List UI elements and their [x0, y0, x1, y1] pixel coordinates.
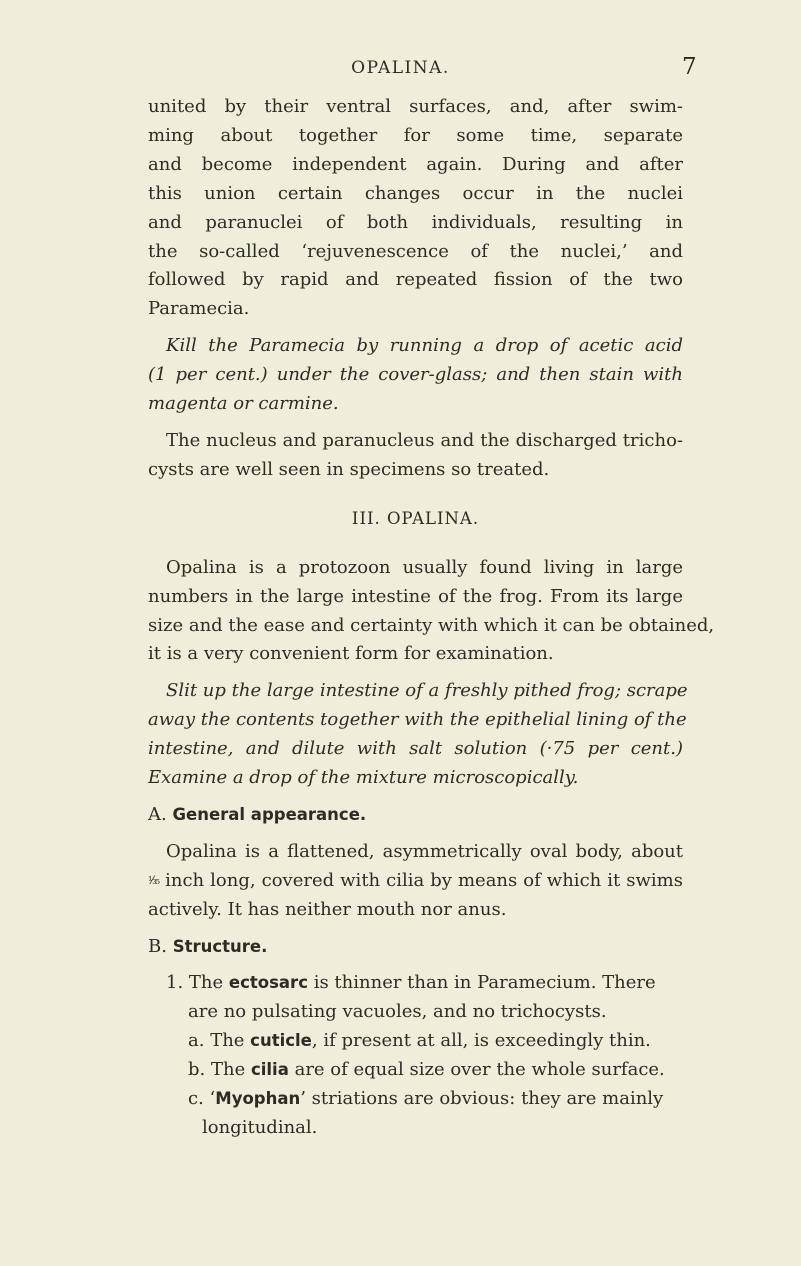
text-line: Opalina is a flattened, asymmetrically oval body, about — [166, 840, 683, 862]
text-line: the so-called ‘rejuvenescence of the nuclei,’ and — [148, 240, 683, 262]
text-line: size and the ease and certainty with which it can be obtained, — [148, 614, 715, 636]
text-line: united by their ventral surfaces, and, after swim- — [148, 96, 683, 117]
text-line: magenta or carmine. — [148, 393, 339, 415]
list-item-1: 1. The ectosarc is thinner than in Paramecium. There — [166, 972, 656, 994]
text-line: ming about together for some time, separate — [148, 124, 683, 146]
text-line: away the contents together with the epithelial lining of the — [148, 709, 687, 731]
text-line: Examine a drop of the mixture microscopically. — [148, 767, 579, 789]
text-line: longitudinal. — [202, 1117, 318, 1138]
text-line: and paranuclei of both individuals, resulting in — [148, 211, 683, 233]
text-line: (1 per cent.) under the cover-glass; and then stain with — [148, 364, 683, 386]
paragraph-tricho-cysts — [148, 427, 683, 485]
text-line: and become independent again. During and after — [148, 153, 683, 175]
running-head: OPALINA. — [351, 58, 450, 78]
text-line: cysts are well seen in specimens so treated. — [148, 458, 550, 480]
text-line: numbers in the large intestine of the frog. From its large — [148, 585, 683, 607]
text-line: it is a very convenient form for examination. — [148, 643, 554, 665]
section-b — [148, 933, 683, 1143]
fraction: ¹⁄₃₅ — [148, 873, 160, 887]
section-a — [148, 801, 683, 925]
text-line: Kill the Paramecia by running a drop of acetic acid — [166, 335, 683, 357]
list-item-c: c. ‘Myophan’ striations are obvious: they are mainly — [188, 1088, 664, 1110]
text-line: ¹⁄₃₅ inch long, covered with cilia by means of which it swims — [148, 869, 683, 891]
section-heading: III. OPALINA. — [351, 508, 480, 528]
text-line: The nucleus and paranucleus and the discharged tricho- — [166, 429, 683, 451]
section-a-heading: A. General appearance. — [148, 803, 367, 825]
paragraph-continuation — [148, 93, 683, 324]
page-body — [148, 93, 715, 1143]
paragraph-opalina-intro — [148, 554, 715, 670]
staining-instruction — [148, 332, 683, 419]
list-item-a: a. The cuticle, if present at all, is exceedingly thin. — [188, 1030, 651, 1052]
dissection-instruction — [148, 677, 688, 793]
page-number: 7 — [682, 54, 697, 80]
text-line: Slit up the large intestine of a freshly pithed frog; scrape — [166, 680, 688, 702]
text-line: followed by rapid and repeated fission of the two — [148, 269, 683, 291]
text-line: are no pulsating vacuoles, and no trichocysts. — [188, 1001, 607, 1023]
text-line: intestine, and dilute with salt solution (·75 per cent.) — [148, 738, 683, 760]
text-line: Paramecia. — [148, 298, 250, 320]
text-line: actively. It has neither mouth nor anus. — [148, 898, 507, 920]
text-line: Opalina is a protozoon usually found living in large — [166, 556, 683, 578]
section-b-heading: B. Structure. — [148, 935, 268, 957]
list-item-b: b. The cilia are of equal size over the whole surface. — [188, 1059, 665, 1081]
text-line: this union certain changes occur in the nuclei — [148, 182, 683, 204]
